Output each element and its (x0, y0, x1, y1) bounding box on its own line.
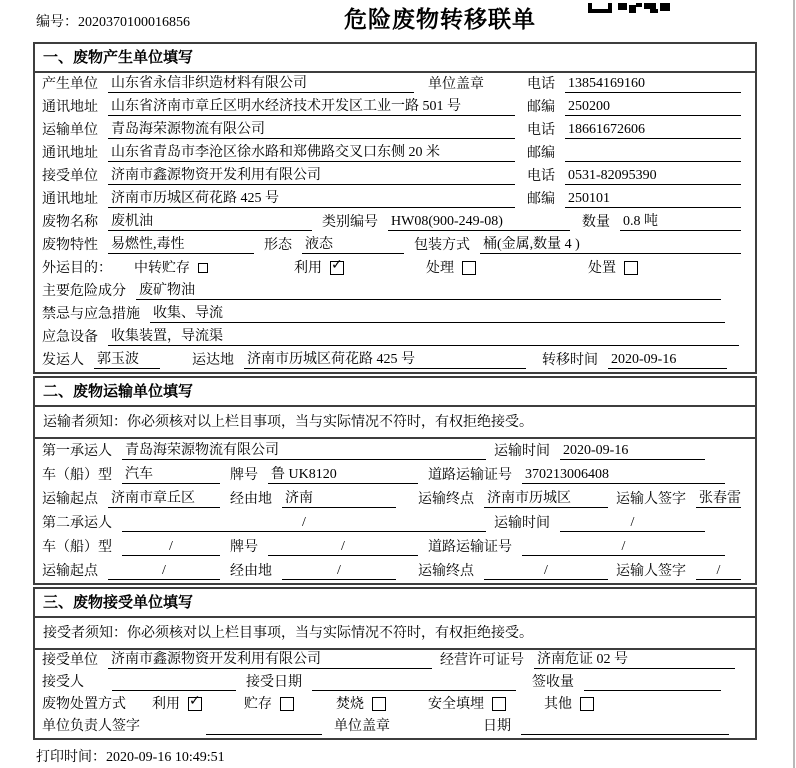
field-label: 接受单位 (42, 169, 98, 184)
checkbox-item (336, 695, 386, 713)
field-value: / (560, 514, 705, 532)
checkbox-item (134, 259, 208, 277)
field-label: 接受单位 (42, 653, 98, 668)
field-value: 13854169160 (565, 75, 741, 93)
form-row (35, 303, 755, 326)
field-value: / (696, 562, 741, 580)
form-row (35, 142, 755, 165)
field-value: 370213006408 (522, 466, 725, 484)
field-label: 道路运输证号 (428, 540, 512, 555)
field-value: / (122, 514, 486, 532)
field-label: 单位负责人签字 (42, 719, 140, 734)
section-heading: 一、废物产生单位填写 (35, 44, 755, 73)
checkbox-label: 中转贮存 (134, 260, 190, 276)
field-value: 济南市鑫源物资开发利用有限公司 (108, 651, 432, 669)
field-label: 运输人签字 (616, 492, 686, 507)
field-label: 日期 (483, 719, 511, 734)
form-row (35, 165, 755, 188)
field-value: / (522, 538, 725, 556)
field-value: / (282, 562, 396, 580)
checkbox-label: 处置 (588, 260, 616, 276)
form-row (35, 439, 755, 463)
field-value (312, 673, 516, 691)
checkbox-unchecked-icon (624, 261, 638, 275)
checkbox-item (294, 256, 344, 277)
checkbox-unchecked-icon (492, 697, 506, 711)
field-value: 济南市历城区荷花路 425 号 (244, 351, 526, 369)
field-label: 运输时间 (494, 516, 550, 531)
field-value: 2020-09-16 (560, 442, 705, 460)
field-label: 产生单位 (42, 77, 98, 92)
field-label: 外运目的： (42, 261, 112, 276)
checkbox-label: 利用 (152, 696, 180, 712)
field-label: 邮编 (527, 192, 555, 207)
field-value: 鲁 UK8120 (268, 466, 418, 484)
field-label: 邮编 (527, 100, 555, 115)
field-value: 济南 (282, 490, 396, 508)
field-label: 车（船）型 (42, 468, 112, 483)
field-value: 济南危证 02 号 (534, 651, 735, 669)
form-row (35, 511, 755, 535)
field-value: 250101 (565, 190, 741, 208)
field-value: 汽车 (122, 466, 220, 484)
form-row (35, 716, 755, 738)
page-edge-line (793, 0, 795, 768)
form-row (35, 257, 755, 280)
form-row (35, 211, 755, 234)
field-value: / (268, 538, 418, 556)
field-label: 牌号 (230, 540, 258, 555)
checkbox-label: 利用 (294, 260, 322, 276)
form-row (35, 650, 755, 672)
checkbox-label: 其他 (544, 696, 572, 712)
field-value: / (484, 562, 608, 580)
field-value: 0531-82095390 (565, 167, 741, 185)
field-label: 废物特性 (42, 238, 98, 253)
checkbox-item (544, 695, 594, 713)
field-value: 废矿物油 (136, 282, 721, 300)
field-label: 禁忌与应急措施 (42, 307, 140, 322)
field-label: 应急设备 (42, 330, 98, 345)
field-label: 类别编号 (322, 215, 378, 230)
checkbox-checked-icon (330, 256, 344, 275)
form-row (35, 487, 755, 511)
field-value (521, 717, 729, 735)
section-heading: 三、废物接受单位填写 (35, 589, 755, 618)
section-notice: 接受者须知：你必须核对以上栏目事项，当与实际情况不符时，有权拒绝接受。 (35, 618, 755, 650)
field-label: 运输人签字 (616, 564, 686, 579)
checkbox-unchecked-icon (280, 697, 294, 711)
form-row (35, 694, 755, 716)
checkbox-item (152, 692, 202, 713)
field-label: 发运人 (42, 353, 84, 368)
page-title: 危险废物转移联单 (344, 6, 536, 32)
print-time-line (36, 746, 796, 766)
form-row (35, 96, 755, 119)
checkbox-unchecked-icon (372, 697, 386, 711)
field-label: 形态 (264, 238, 292, 253)
checkbox-label: 安全填埋 (428, 696, 484, 712)
field-label: 经由地 (230, 564, 272, 579)
field-label: 第一承运人 (42, 444, 112, 459)
field-label: 运输单位 (42, 123, 98, 138)
field-label: 通讯地址 (42, 192, 98, 207)
print-time-label: 打印时间： (36, 750, 106, 765)
form-row (35, 349, 755, 372)
form-row (35, 119, 755, 142)
qr-code-fragment-icon (588, 0, 672, 18)
serial-number: 2020370100016856 (78, 15, 190, 30)
field-label: 运输时间 (494, 444, 550, 459)
field-value (112, 673, 236, 691)
section-2 (33, 376, 757, 585)
field-label: 经营许可证号 (440, 653, 524, 668)
field-label: 数量 (582, 215, 610, 230)
checkbox-label: 贮存 (244, 696, 272, 712)
field-label: 单位盖章 (334, 719, 390, 734)
field-value: 18661672606 (565, 121, 741, 139)
field-label: 电话 (527, 77, 555, 92)
field-label: 主要危险成分 (42, 284, 126, 299)
field-label: 电话 (527, 169, 555, 184)
field-value: 济南市历城区荷花路 425 号 (108, 190, 515, 208)
field-label: 单位盖章 (428, 77, 484, 92)
form-row (35, 188, 755, 211)
field-value: 青岛海荣源物流有限公司 (122, 442, 486, 460)
field-label: 接受人 (42, 675, 84, 690)
check-mark-icon: ✓ (189, 692, 201, 709)
field-value: 易燃性,毒性 (108, 236, 254, 254)
section-heading: 二、废物运输单位填写 (35, 378, 755, 407)
field-label: 牌号 (230, 468, 258, 483)
field-label: 道路运输证号 (428, 468, 512, 483)
field-value: 2020-09-16 (608, 351, 727, 369)
page-header (0, 0, 796, 42)
field-label: 包装方式 (414, 238, 470, 253)
field-label: 通讯地址 (42, 146, 98, 161)
field-label: 废物名称 (42, 215, 98, 230)
field-value: 山东省济南市章丘区明水经济技术开发区工业一路 501 号 (108, 98, 515, 116)
section-3 (33, 587, 757, 740)
field-value (206, 717, 322, 735)
form-row (35, 463, 755, 487)
section-notice: 运输者须知：你必须核对以上栏目事项，当与实际情况不符时，有权拒绝接受。 (35, 407, 755, 439)
field-value: 250200 (565, 98, 741, 116)
field-value: 液态 (302, 236, 404, 254)
field-value: 济南市鑫源物资开发利用有限公司 (108, 167, 515, 185)
field-label: 经由地 (230, 492, 272, 507)
field-value: HW08(900-249-08) (388, 213, 570, 231)
field-value (584, 673, 721, 691)
field-value: 收集装置，导流渠 (108, 328, 739, 346)
checkbox-label: 焚烧 (336, 696, 364, 712)
field-value: 青岛海荣源物流有限公司 (108, 121, 515, 139)
field-value: 山东省永信非织造材料有限公司 (108, 75, 414, 93)
field-label: 转移时间 (542, 353, 598, 368)
field-value: 济南市历城区 (484, 490, 608, 508)
checkbox-item (244, 695, 294, 713)
field-label: 第二承运人 (42, 516, 112, 531)
field-value: 收集、导流 (150, 305, 725, 323)
field-label: 接受日期 (246, 675, 302, 690)
print-time-value: 2020-09-16 10:49:51 (106, 750, 225, 765)
field-value: 郭玉波 (94, 351, 160, 369)
field-value: 济南市章丘区 (108, 490, 220, 508)
checkbox-item (588, 259, 638, 277)
checkbox-item (426, 259, 476, 277)
field-value: / (122, 538, 220, 556)
field-label: 运输终点 (418, 492, 474, 507)
checkbox-label: 处理 (426, 260, 454, 276)
field-label: 车（船）型 (42, 540, 112, 555)
field-label: 运输终点 (418, 564, 474, 579)
field-label: 签收量 (532, 675, 574, 690)
field-value: / (108, 562, 220, 580)
field-label: 运达地 (192, 353, 234, 368)
form-row (35, 559, 755, 583)
field-value: 山东省青岛市李沧区徐水路和郑佛路交叉口东侧 20 米 (108, 144, 515, 162)
checkbox-unchecked-icon (198, 263, 208, 273)
form-row (35, 672, 755, 694)
checkbox-unchecked-icon (580, 697, 594, 711)
field-value: 0.8 吨 (620, 213, 741, 231)
field-label: 通讯地址 (42, 100, 98, 115)
checkbox-checked-icon (188, 692, 202, 711)
form-row (35, 234, 755, 257)
field-label: 运输起点 (42, 564, 98, 579)
form-row (35, 535, 755, 559)
checkbox-item (428, 695, 506, 713)
field-value: 张春雷 (696, 490, 741, 508)
field-label: 废物处置方式 (42, 697, 126, 712)
form-row (35, 280, 755, 303)
field-value: 桶(金属,数量 4 ) (480, 236, 741, 254)
section-1 (33, 42, 757, 374)
field-label: 邮编 (527, 146, 555, 161)
serial-label: 编号： (36, 15, 78, 30)
manifest-table (33, 42, 757, 740)
check-mark-icon: ✓ (331, 256, 343, 273)
checkbox-unchecked-icon (462, 261, 476, 275)
field-value (565, 144, 741, 162)
field-value: 废机油 (108, 213, 312, 231)
form-row (35, 326, 755, 349)
form-row (35, 73, 755, 96)
field-label: 电话 (527, 123, 555, 138)
field-label: 运输起点 (42, 492, 98, 507)
